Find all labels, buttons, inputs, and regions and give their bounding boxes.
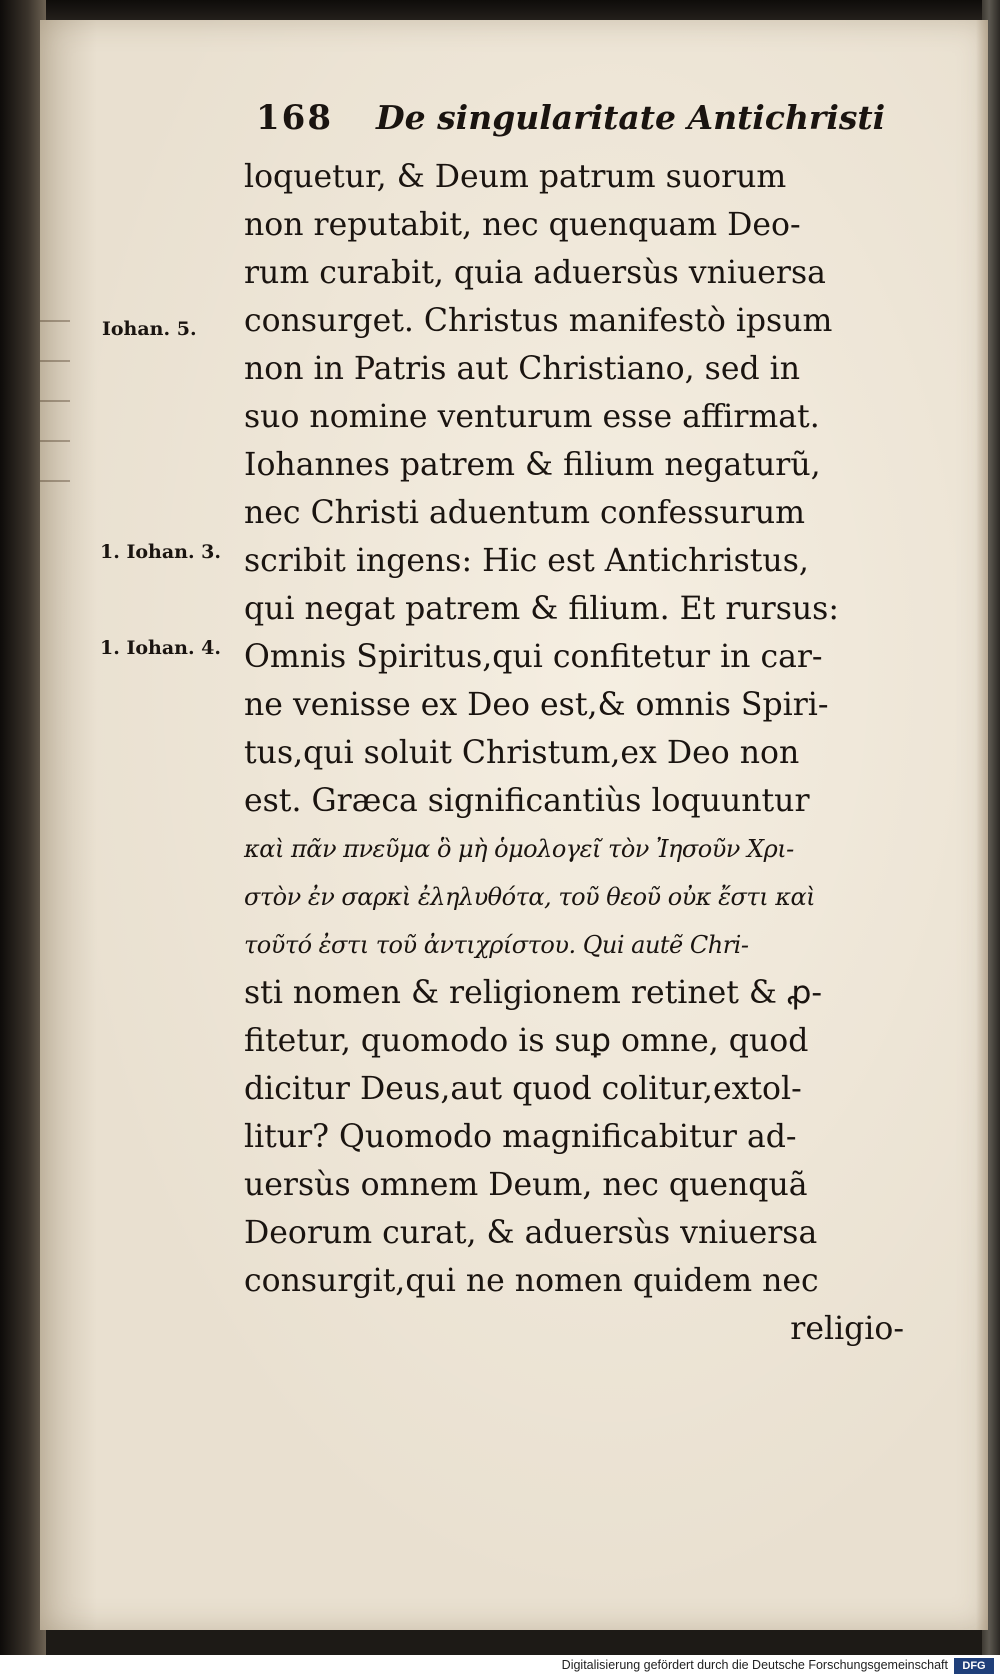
marginal-reference: Iohan. 5. [102,318,197,340]
text-line: qui negat patrem & filium. Et rursus: [244,591,839,627]
marginal-reference: 1. Iohan. 3. [100,541,222,563]
running-header [256,98,886,150]
text-line: Omnis Spiritus,qui confitetur in car- [244,639,823,675]
text-line: uersùs omnem Deum, nec quenquã [244,1167,808,1203]
marginal-reference: 1. Iohan. 4. [100,637,222,659]
bleed-through-mark [40,480,70,482]
text-line: fitetur, quomodo is suꝑ omne, quod [244,1023,809,1059]
greek-text-line: τοῦτό ἐστι τοῦ ἀντιχρίστου. Qui autẽ Chri- [244,931,749,959]
text-line: non reputabit, nec quenquam Deo- [244,207,801,243]
text-line: ne venisse ex Deo est,& omnis Spiri- [244,687,829,723]
running-title: De singularitate Antichristi [376,98,886,137]
bleed-through-mark [40,320,70,322]
dfg-logo: DFG [954,1658,994,1674]
page-number: 168 [256,98,333,138]
text-line: Iohannes patrem & filium negaturũ, [244,447,821,483]
catchword: religio- [790,1311,904,1347]
text-line: rum curabit, quia aduersùs vniuersa [244,255,826,291]
greek-text-line: στὸν ἐν σαρκὶ ἐληλυθότα, τοῦ θεοῦ οὐκ ἔστι καὶ [244,883,816,911]
text-line: Deorum curat, & aduersùs vniuersa [244,1215,818,1251]
text-line: scribit ingens: Hic est Antichristus, [244,543,809,579]
text-line: est. Græca significantiùs loquuntur [244,783,810,819]
bleed-through-mark [40,400,70,402]
text-line: suo nomine venturum esse affirmat. [244,399,820,435]
greek-text-line: καὶ πᾶν πνεῦμα ὃ μὴ ὁμολογεῖ τὸν Ἰησοῦν Χρι- [244,835,794,863]
page-edge [976,20,988,1630]
bleed-through-mark [40,440,70,442]
text-line: consurgit,qui ne nomen quidem nec [244,1263,819,1299]
text-line: litur? Quomodo magnificabitur ad- [244,1119,797,1155]
funding-credit: Digitalisierung gefördert durch die Deutsche Forschungsgemeinschaft [561,1658,948,1672]
text-line: non in Patris aut Christiano, sed in [244,351,801,387]
text-line: dicitur Deus,aut quod colitur,extol- [244,1071,802,1107]
bleed-through-mark [40,360,70,362]
text-line: tus,qui soluit Christum,ex Deo non [244,735,800,771]
text-line: consurget. Christus manifestò ipsum [244,303,833,339]
digitization-footer [0,1655,1000,1679]
text-line: sti nomen & religionem retinet & ꝓ- [244,975,823,1011]
text-line: loquetur, & Deum patrum suorum [244,159,787,195]
text-line: nec Christi aduentum confessurum [244,495,806,531]
